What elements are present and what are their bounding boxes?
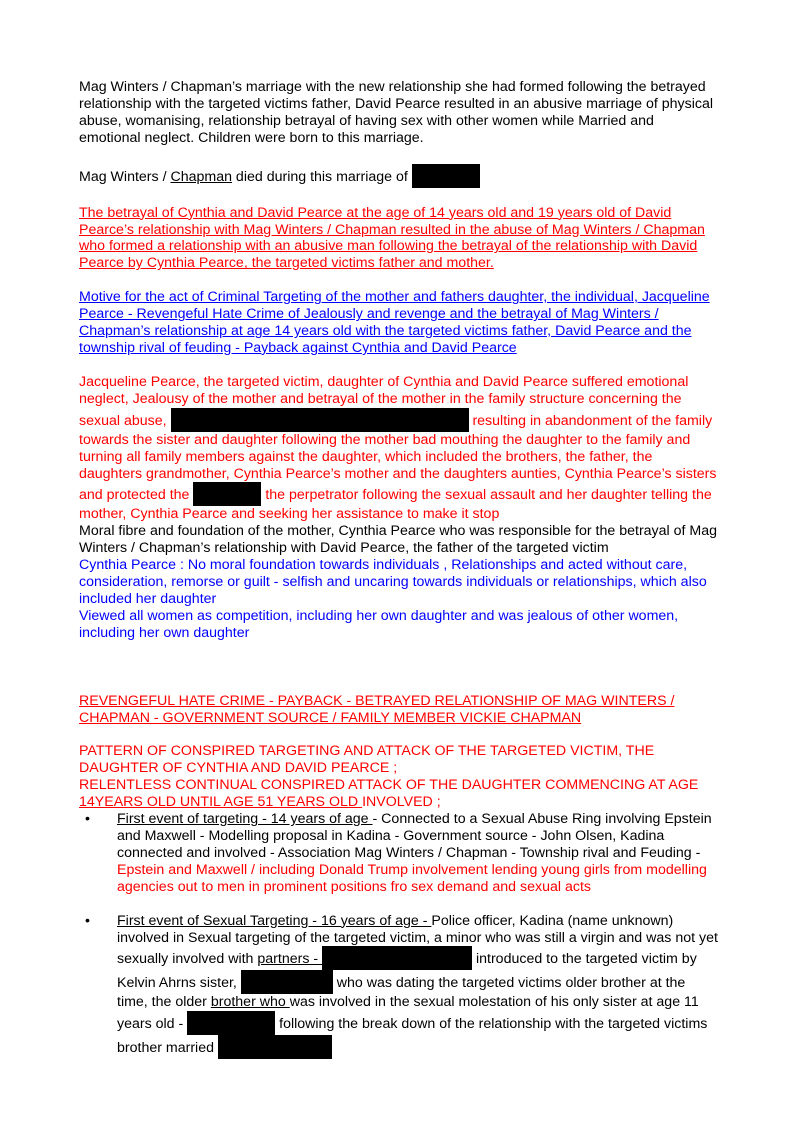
bullet-first-sexual-targeting: • First event of Sexual Targeting - 16 years of age - Police officer, Kadina (name unknown) involved in Sexual targeting of the targeted victim, a minor who was still a virgin and was not yet sexually involved with partners - introduced to the targeted victim by Kelvin Ahrns sister, who was dating the targeted victims older brother at the time, the older brother who was involved in the sexual molestation of his only sister at age 11 years old - following the break down of the relationship with the targeted victims brother married bbox=[79, 913, 719, 1060]
redaction-box bbox=[218, 1035, 332, 1059]
bullet-icon: • bbox=[85, 912, 90, 929]
paragraph-no-moral-foundation: Cynthia Pearce : No moral foundation towards individuals , Relationships and acted without care, consideration, remorse or guilt - selfish and uncaring towards individuals or relationships, which also included her daughter bbox=[79, 557, 707, 607]
paragraph-motive: Motive for the act of Criminal Targeting of the mother and fathers daughter, the individual, Jacqueline Pearce - Revengeful Hate Crime of Jealously and revenge and the betrayal of Mag Winters / Chapman’s relationship at age 14 years old with the targeted victims father, David Pearce and the township rival of feuding - Payback against Cynthia and David Pearce bbox=[79, 289, 710, 356]
paragraph-victim: Jacqueline Pearce, the targeted victim, daughter of Cynthia and David Pearce suffered emotional neglect, Jealousy of the mother and betrayal of the mother in the family structure concerning the sexual abuse, resulting in abandonment of the family towards the sister and daughter following the mother bad mouthing the daughter to the family and turning all family members against the daughter, which included the brothers, the father, the daughters grandmother, Cynthia Pearce’s mother and the daughters aunties, Cynthia Pearce’s sisters and protected the the perpetrator following the sexual assault and her daughter telling the mother, Cynthia Pearce and seeking her assistance to make it stop bbox=[79, 373, 717, 523]
redaction-box bbox=[322, 946, 472, 970]
paragraph-betrayal: The betrayal of Cynthia and David Pearce at the age of 14 years old and 19 years old of David Pearce’s relationship with Mag Winters / Chapman resulted in the abuse of Mag Winters / Chapman who formed a relationship with an abusive man following the betrayal of the relationship with David Pearce by Cynthia Pearce, the targeted victims father and mother. bbox=[79, 204, 705, 272]
heading-revengeful-hate-crime: REVENGEFUL HATE CRIME - PAYBACK - BETRAYED RELATIONSHIP OF MAG WINTERS / CHAPMAN - GOVERNMENT SOURCE / FAMILY MEMBER VICKIE CHAPMAN bbox=[79, 692, 675, 726]
paragraph-competition: Viewed all women as competition, including her own daughter and was jealous of other women, including her own daughter bbox=[79, 607, 679, 641]
redaction-box bbox=[412, 164, 480, 188]
bullet-title: First event of targeting - 14 years of age bbox=[117, 811, 373, 828]
bullet-icon: • bbox=[85, 811, 90, 828]
paragraph-death: Mag Winters / Chapman died during this marriage of bbox=[79, 164, 719, 188]
heading-pattern: PATTERN OF CONSPIRED TARGETING AND ATTACK OF THE TARGETED VICTIM, THE DAUGHTER OF CYNTHIA AND DAVID PEARCE ; bbox=[79, 743, 655, 777]
paragraph-marriage: Mag Winters / Chapman’s marriage with the new relationship she had formed following the betrayed relationship with the targeted victims father, David Pearce resulted in an abusive marriage of physical abuse, womanising, relationship betrayal of having sex with other women while Married and emotional neglect. Children were born to this marriage. bbox=[79, 79, 714, 146]
redaction-box bbox=[193, 482, 261, 506]
document-page bbox=[79, 79, 719, 1059]
redaction-box bbox=[171, 408, 469, 432]
paragraph-moral-fibre: Moral fibre and foundation of the mother, Cynthia Pearce who was responsible for the betrayal of Mag Winters / Chapman’s relationship with David Pearce, the father of the targeted victim bbox=[79, 523, 718, 557]
underlined-chapman: Chapman bbox=[170, 168, 232, 185]
bullet-first-targeting: • First event of targeting - 14 years of age - Connected to a Sexual Abuse Ring involving Epstein and Maxwell - Modelling proposal in Kadina - Government source - John Olsen, Kadina connected and involved - Association Mag Winters / Chapman - Township rival and Feuding - Epstein and Maxwell / including Donald Trump involvement lending young girls from modelling agencies out to men in prominent positions fro sex demand and sexual acts bbox=[85, 811, 712, 895]
redaction-box bbox=[241, 970, 333, 994]
heading-relentless: RELENTLESS CONTINUAL CONSPIRED ATTACK OF THE DAUGHTER COMMENCING AT AGE 14YEARS OLD UNTIL AGE 51 YEARS OLD INVOLVED ; bbox=[79, 777, 699, 811]
bullet-title: First event of Sexual Targeting - 16 years of age - bbox=[117, 912, 432, 929]
redaction-box bbox=[187, 1011, 275, 1035]
